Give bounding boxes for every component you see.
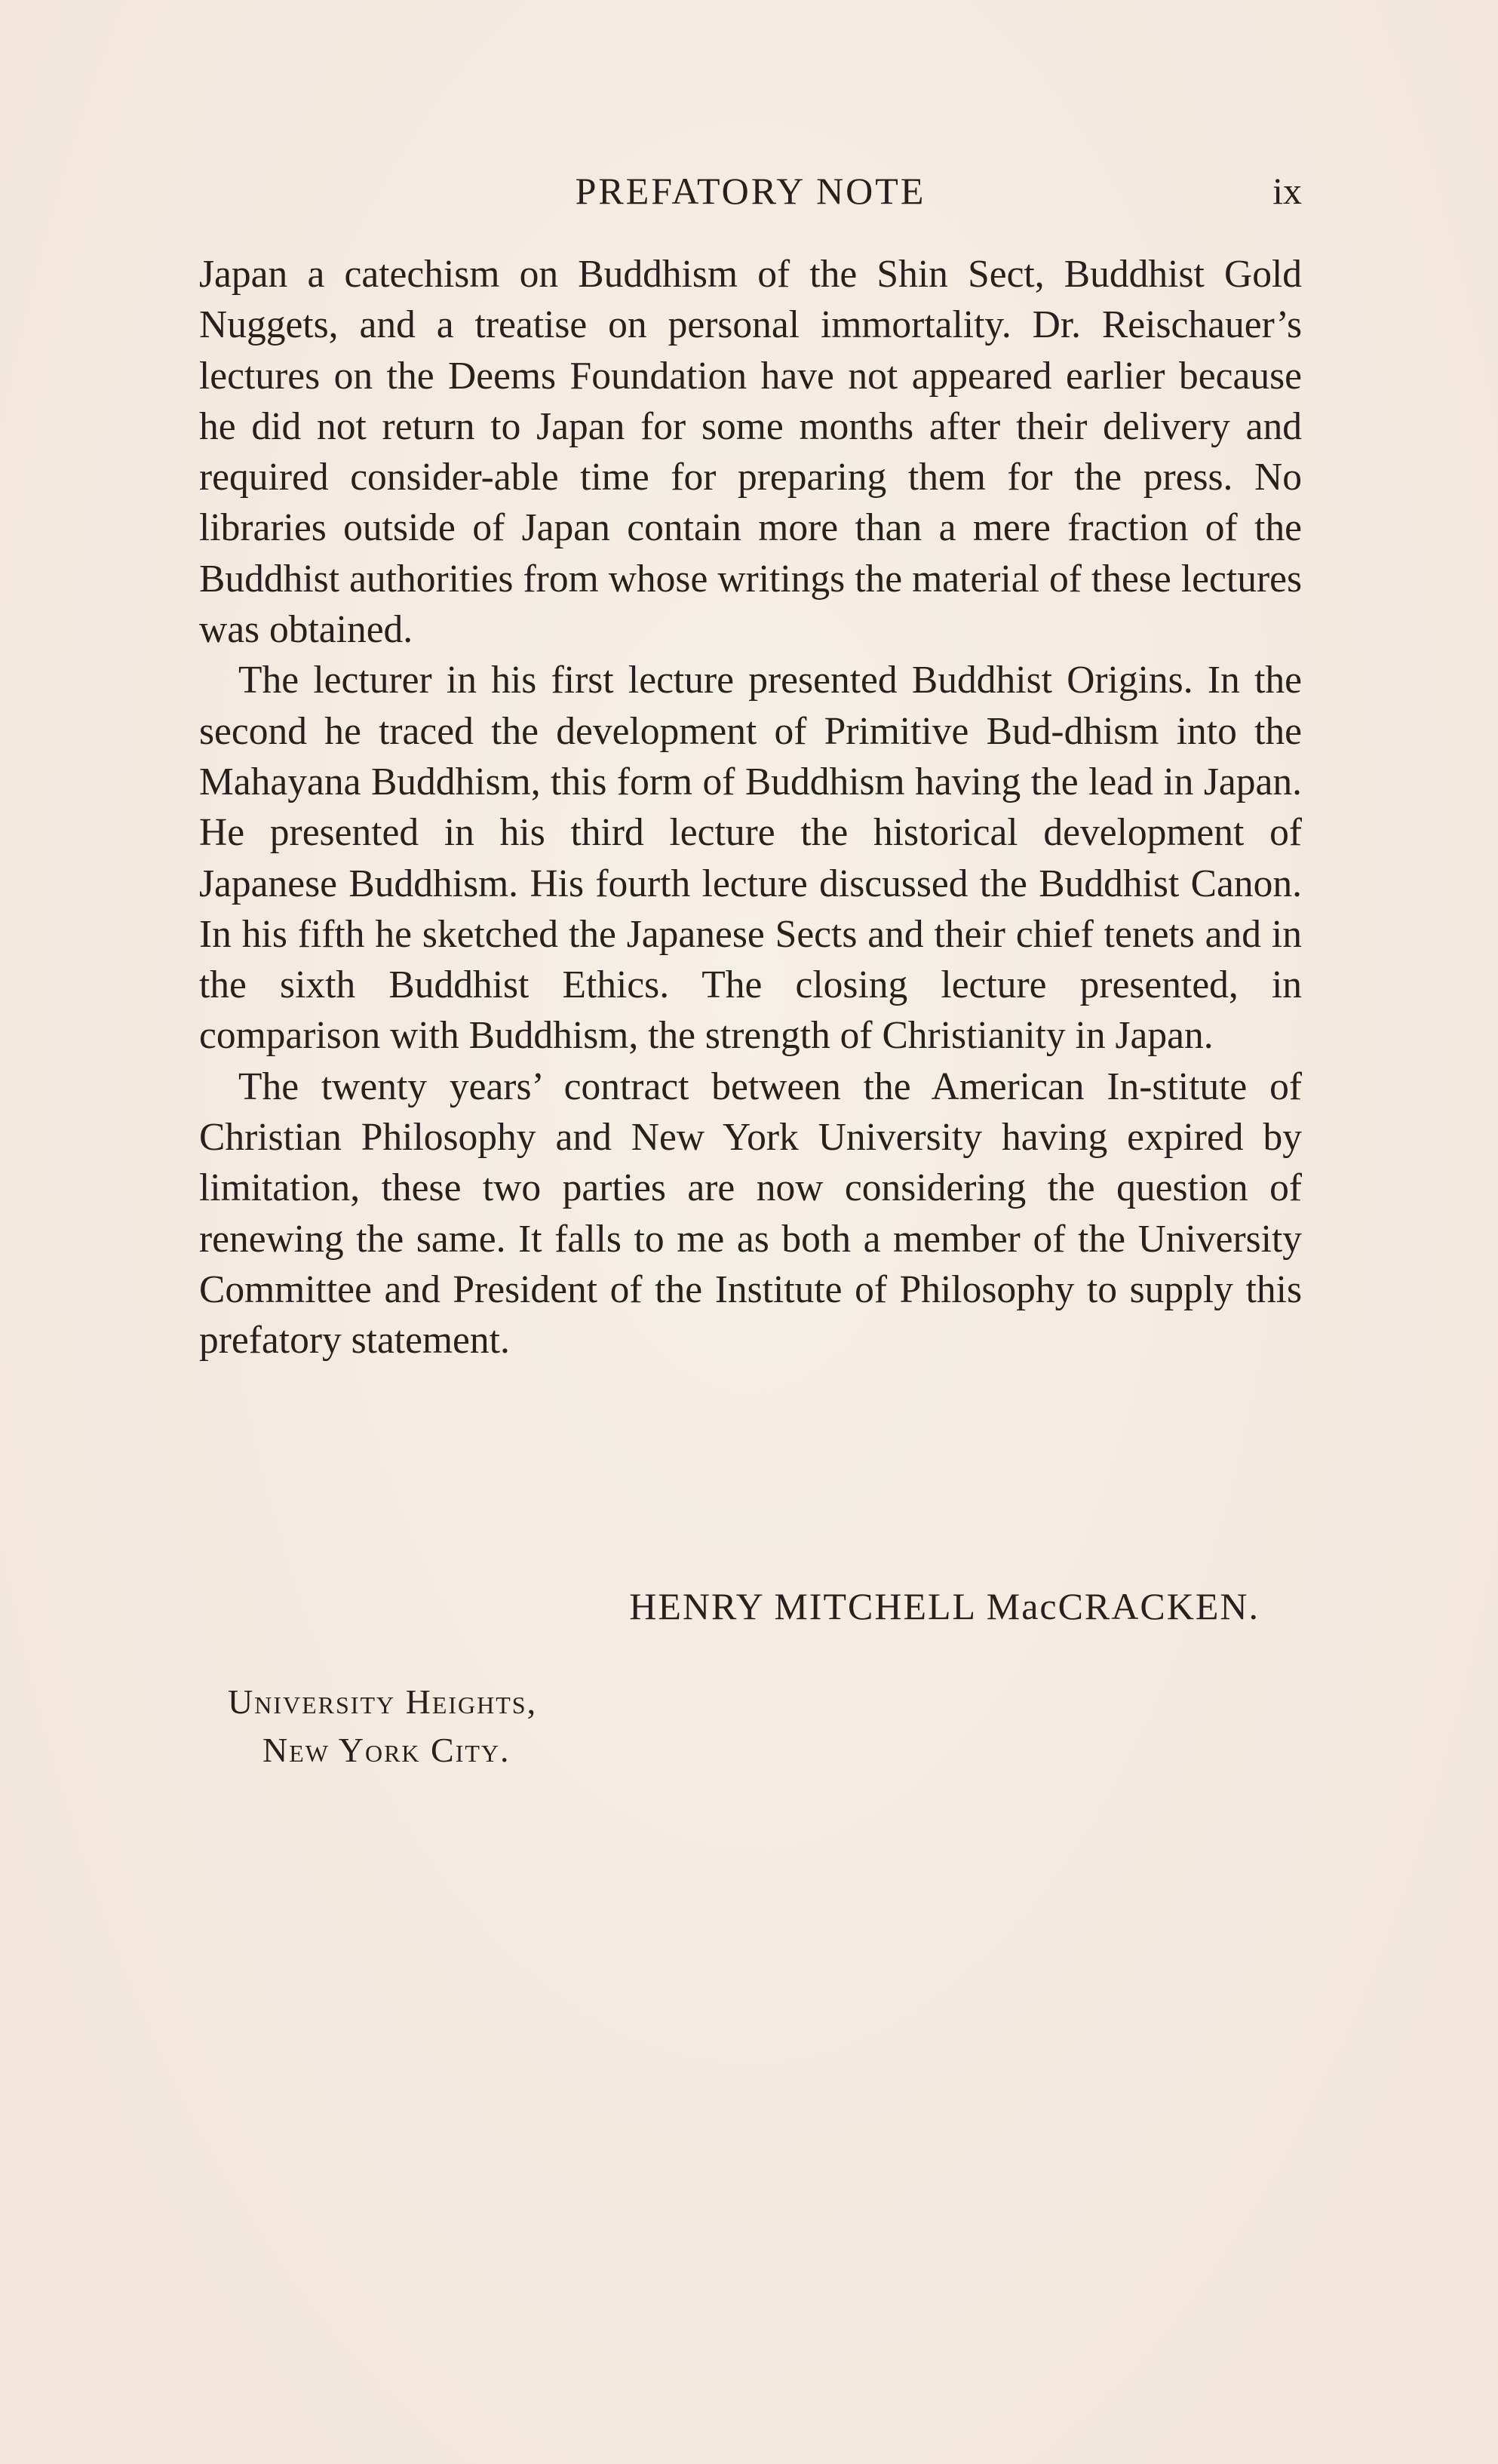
page-number: ix <box>1272 170 1302 212</box>
paragraph-3: The twenty years’ contract between the American In-stitute of Christian Philosophy and New York University having expired by limitation, these two parties are now considering the question of renewing the same. It falls to me as both a member of the University Committee and President of the Institute of Philosophy to supply this prefatory statement. <box>199 1065 1302 1363</box>
page-header <box>199 169 1302 214</box>
paragraph-2: The lecturer in his first lecture presented Buddhist Origins. In the second he traced the development of Primitive Bud-dhism into the Mahayana Buddhism, this form of Buddhism having the lead in Japan. He presented in his third lecture the historical development of Japanese Buddhism. His fourth lecture discussed the Buddhist Canon. In his fifth he sketched the Japanese Sects and their chief tenets and in the sixth Buddhist Ethics. The closing lecture presented, in comparison with Buddhism, the strength of Christianity in Japan. <box>199 659 1302 1058</box>
body-text <box>199 249 1302 1366</box>
place-line-1: University Heights, <box>228 1682 538 1721</box>
running-title: PREFATORY NOTE <box>575 170 926 212</box>
place-line-2: New York City. <box>262 1731 511 1769</box>
paragraph-1: Japan a catechism on Buddhism of the Shin Sect, Buddhist Gold Nuggets, and a treatise on personal immortality. Dr. Reischauer’s lectures on the Deems Foundation have not appeared earlier because he did not return to Japan for some months after their delivery and required consider-able time for preparing them for the press. No libraries outside of Japan contain more than a mere fraction of the Buddhist authorities from whose writings the material of these lectures was obtained. <box>199 253 1302 652</box>
author-signature: HENRY MITCHELL MacCRACKEN. <box>629 1585 1260 1627</box>
place-line <box>228 1678 537 1774</box>
